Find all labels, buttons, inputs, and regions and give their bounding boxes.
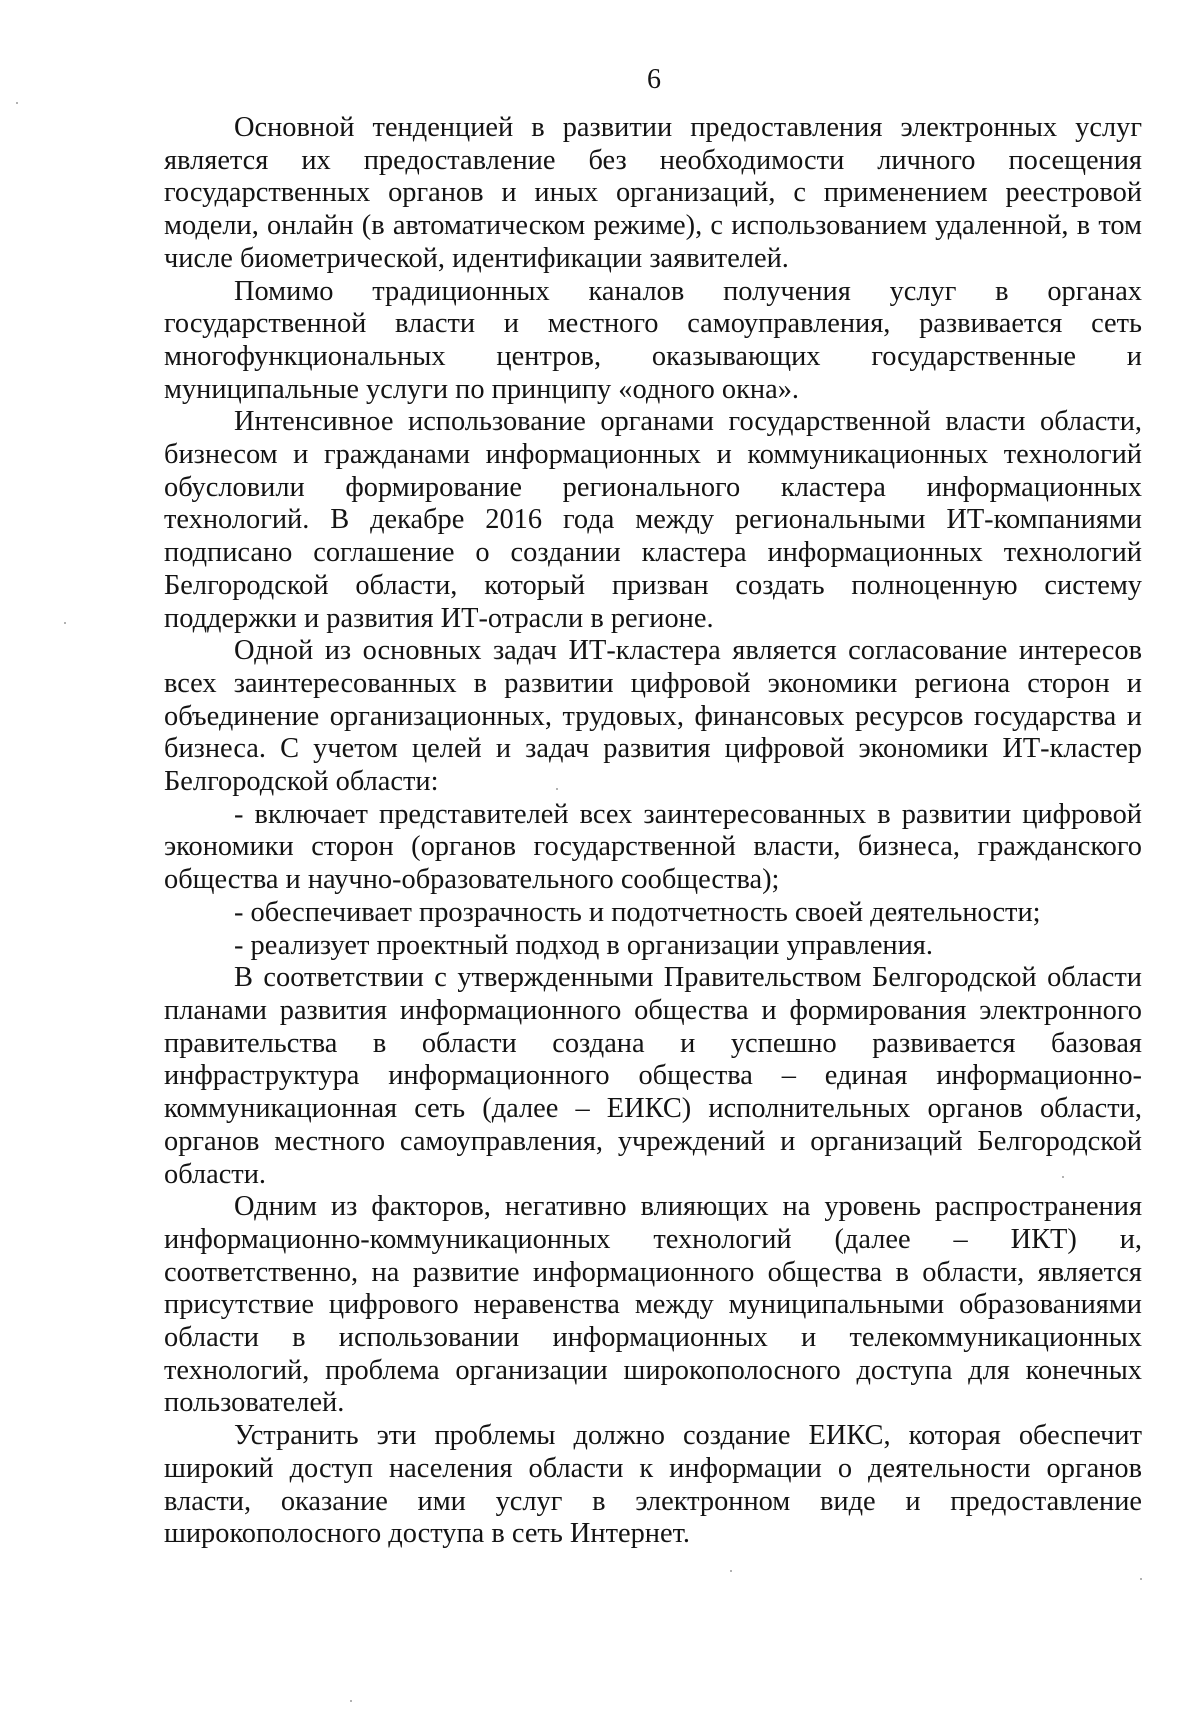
paragraph-eiks-infrastructure: В соответствии с утвержденными Правительством Белгородской области планами развития информационного общества и формирования электронного правительства в области создана и успешно развивается базовая инфраструктура информационного общества – единая информационно-коммуникационная сеть (далее – ЕИКС) исполнительных органов области, органов местного самоуправления, учреждений и организаций Белгородской области.	[164, 962, 1142, 1190]
paragraph-it-cluster-formation: Интенсивное использование органами государственной власти области, бизнесом и гражданами информационных и коммуникационных технологий обусловили формирование регионального кластера информационных технологий. В декабре 2016 года между региональными ИТ-компаниями подписано соглашение о создании кластера информационных технологий Белгородской области, который призван создать полноценную систему поддержки и развития ИТ-отрасли в регионе.	[164, 406, 1142, 634]
list-item-stakeholders: - включает представителей всех заинтересованных в развитии цифровой экономики сторон (органов государственной власти, бизнеса, гражданского общества и научно-образовательного сообщества);	[164, 798, 1142, 896]
paragraph-eiks-solution: Устранить эти проблемы должно создание ЕИКС, которая обеспечит широкий доступ населения области к информации о деятельности органов власти, оказание ими услуг в электронном виде и предоставление широкополосного доступа в сеть Интернет.	[164, 1420, 1142, 1550]
paragraph-digital-divide: Одним из факторов, негативно влияющих на уровень распространения информационно-коммуникационных технологий (далее – ИКТ) и, соответственно, на развитие информационного общества в области, является присутствие цифрового неравенства между муниципальными образованиями области в использовании информационных и телекоммуникационных технологий, проблема организации широкополосного доступа для конечных пользователей.	[164, 1191, 1142, 1419]
paragraph-it-cluster-tasks: Одной из основных задач ИТ-кластера является согласование интересов всех заинтересованных в развитии цифровой экономики региона сторон и объединение организационных, трудовых, финансовых ресурсов государства и бизнеса. С учетом целей и задач развития цифровой экономики ИТ-кластер Белгородской области:	[164, 635, 1142, 798]
page-number: 6	[647, 64, 661, 95]
scan-speck	[16, 102, 18, 104]
scan-speck	[1140, 1578, 1142, 1580]
scan-speck	[1062, 1176, 1064, 1178]
paragraph-electronic-services-trend: Основной тенденцией в развитии предоставления электронных услуг является их предоставление без необходимости личного посещения государственных органов и иных организаций, с применением реестровой модели, онлайн (в автоматическом режиме), с использованием удаленной, в том числе биометрической, идентификации заявителей.	[164, 112, 1142, 274]
scan-speck	[350, 1700, 352, 1702]
paragraph-mfc-network: Помимо традиционных каналов получения услуг в органах государственной власти и местного самоуправления, развивается сеть многофункциональных центров, оказывающих государственные и муниципальные услуги по принципу «одного окна».	[164, 275, 1142, 405]
list-item-transparency: - обеспечивает прозрачность и подотчетность своей деятельности;	[234, 896, 1041, 928]
list-item-project-approach: - реализует проектный подход в организации управления.	[234, 929, 933, 961]
document-body	[164, 112, 1142, 1551]
scan-speck	[730, 1570, 732, 1572]
scan-speck	[556, 788, 558, 790]
scan-speck	[64, 622, 66, 624]
